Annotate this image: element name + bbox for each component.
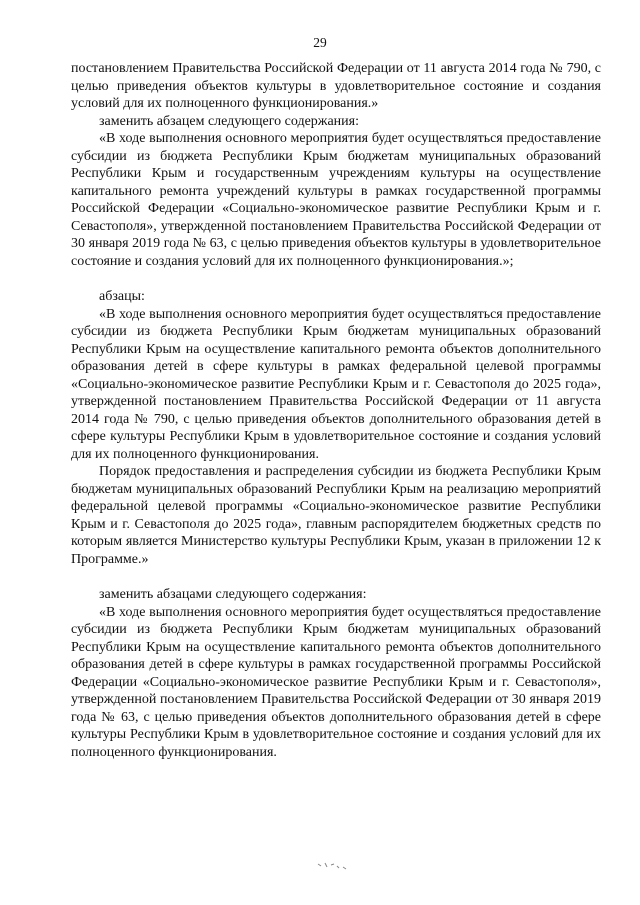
scan-artifact-mark: [316, 858, 350, 872]
paragraph-abzacy-label: абзацы:: [99, 289, 145, 304]
paragraph-replace-instruction: заменить абзацем следующего содержания:: [99, 113, 359, 129]
paragraph-gap: [71, 270, 601, 288]
page-number: 29: [313, 35, 327, 50]
paragraph-new-text: «В ходе выполнения основного мероприятия будет осуществляться предоставление субсидии из бюджета Республики Крым бюджетам муниципальных образований Республики Крым и государственным учреждениям культуры на осуществление капитального ремонта учреждений культуры в рамках государственной программы Российской Федерации «Социально-экономическое развитие Республики Крым и г. Севастополя», утвержденной постановлением Правительства Российской Федерации от 30 января 2019 года № 63, с целью приведения объектов культуры в удовлетворительное состояние и создания условий для их полноценного функционирования.»;: [71, 131, 601, 269]
document-body: [71, 60, 601, 761]
paragraph-new-text-2: «В ходе выполнения основного мероприятия будет осуществляться предоставление субсидии из бюджета Республики Крым бюджетам муниципальных образований Республики Крым на осуществление капитального ремонта объектов дополнительного образования детей в сфере культуры в рамках государственной программы Российской Федерации «Социально-экономическое развитие Республики Крым и г. Севастополя», утвержденной постановлением Правительства Российской Федерации от 30 января 2019 года № 63, с целью приведения объектов дополнительного образования детей в сфере культуры Республики Крым в удовлетворительное состояние и создания условий для их полноценного функционирования.: [71, 604, 601, 760]
paragraph-replace-instruction-2: заменить абзацами следующего содержания:: [99, 587, 367, 602]
paragraph-continuation: постановлением Правительства Российской Федерации от 11 августа 2014 года № 790, с целью приведения объектов культуры в удовлетворительное состояние и создания условий для их полноценного функционирования.»: [71, 61, 601, 111]
paragraph-old-text-2: Порядок предоставления и распределения субсидии из бюджета Республики Крым бюджетам муниципальных образований Республики Крым на реализацию мероприятий федеральной целевой программы «Социально-экономическое развитие Республики Крым и г. Севастополя до 2025 года», главным распорядителем бюджетных средств по которым является Министерство культуры Республики Крым, указан в приложении 12 к Программе.»: [71, 464, 601, 567]
paragraph-old-text-1: «В ходе выполнения основного мероприятия будет осуществляться предоставление субсидии из бюджета Республики Крым бюджетам муниципальных образований Республики Крым на осуществление капитального ремонта объектов дополнительного образования детей в сфере культуры в рамках федеральной целевой программы «Социально-экономическое развитие Республики Крым и г. Севастополя до 2025 года», утвержденной постановлением Правительства Российской Федерации от 11 августа 2014 года № 790, с целью приведения объектов дополнительного образования детей в сфере культуры Республики Крым в удовлетворительное состояние и создания условий для их полноценного функционирования.: [71, 306, 601, 462]
paragraph-gap: [71, 568, 601, 586]
